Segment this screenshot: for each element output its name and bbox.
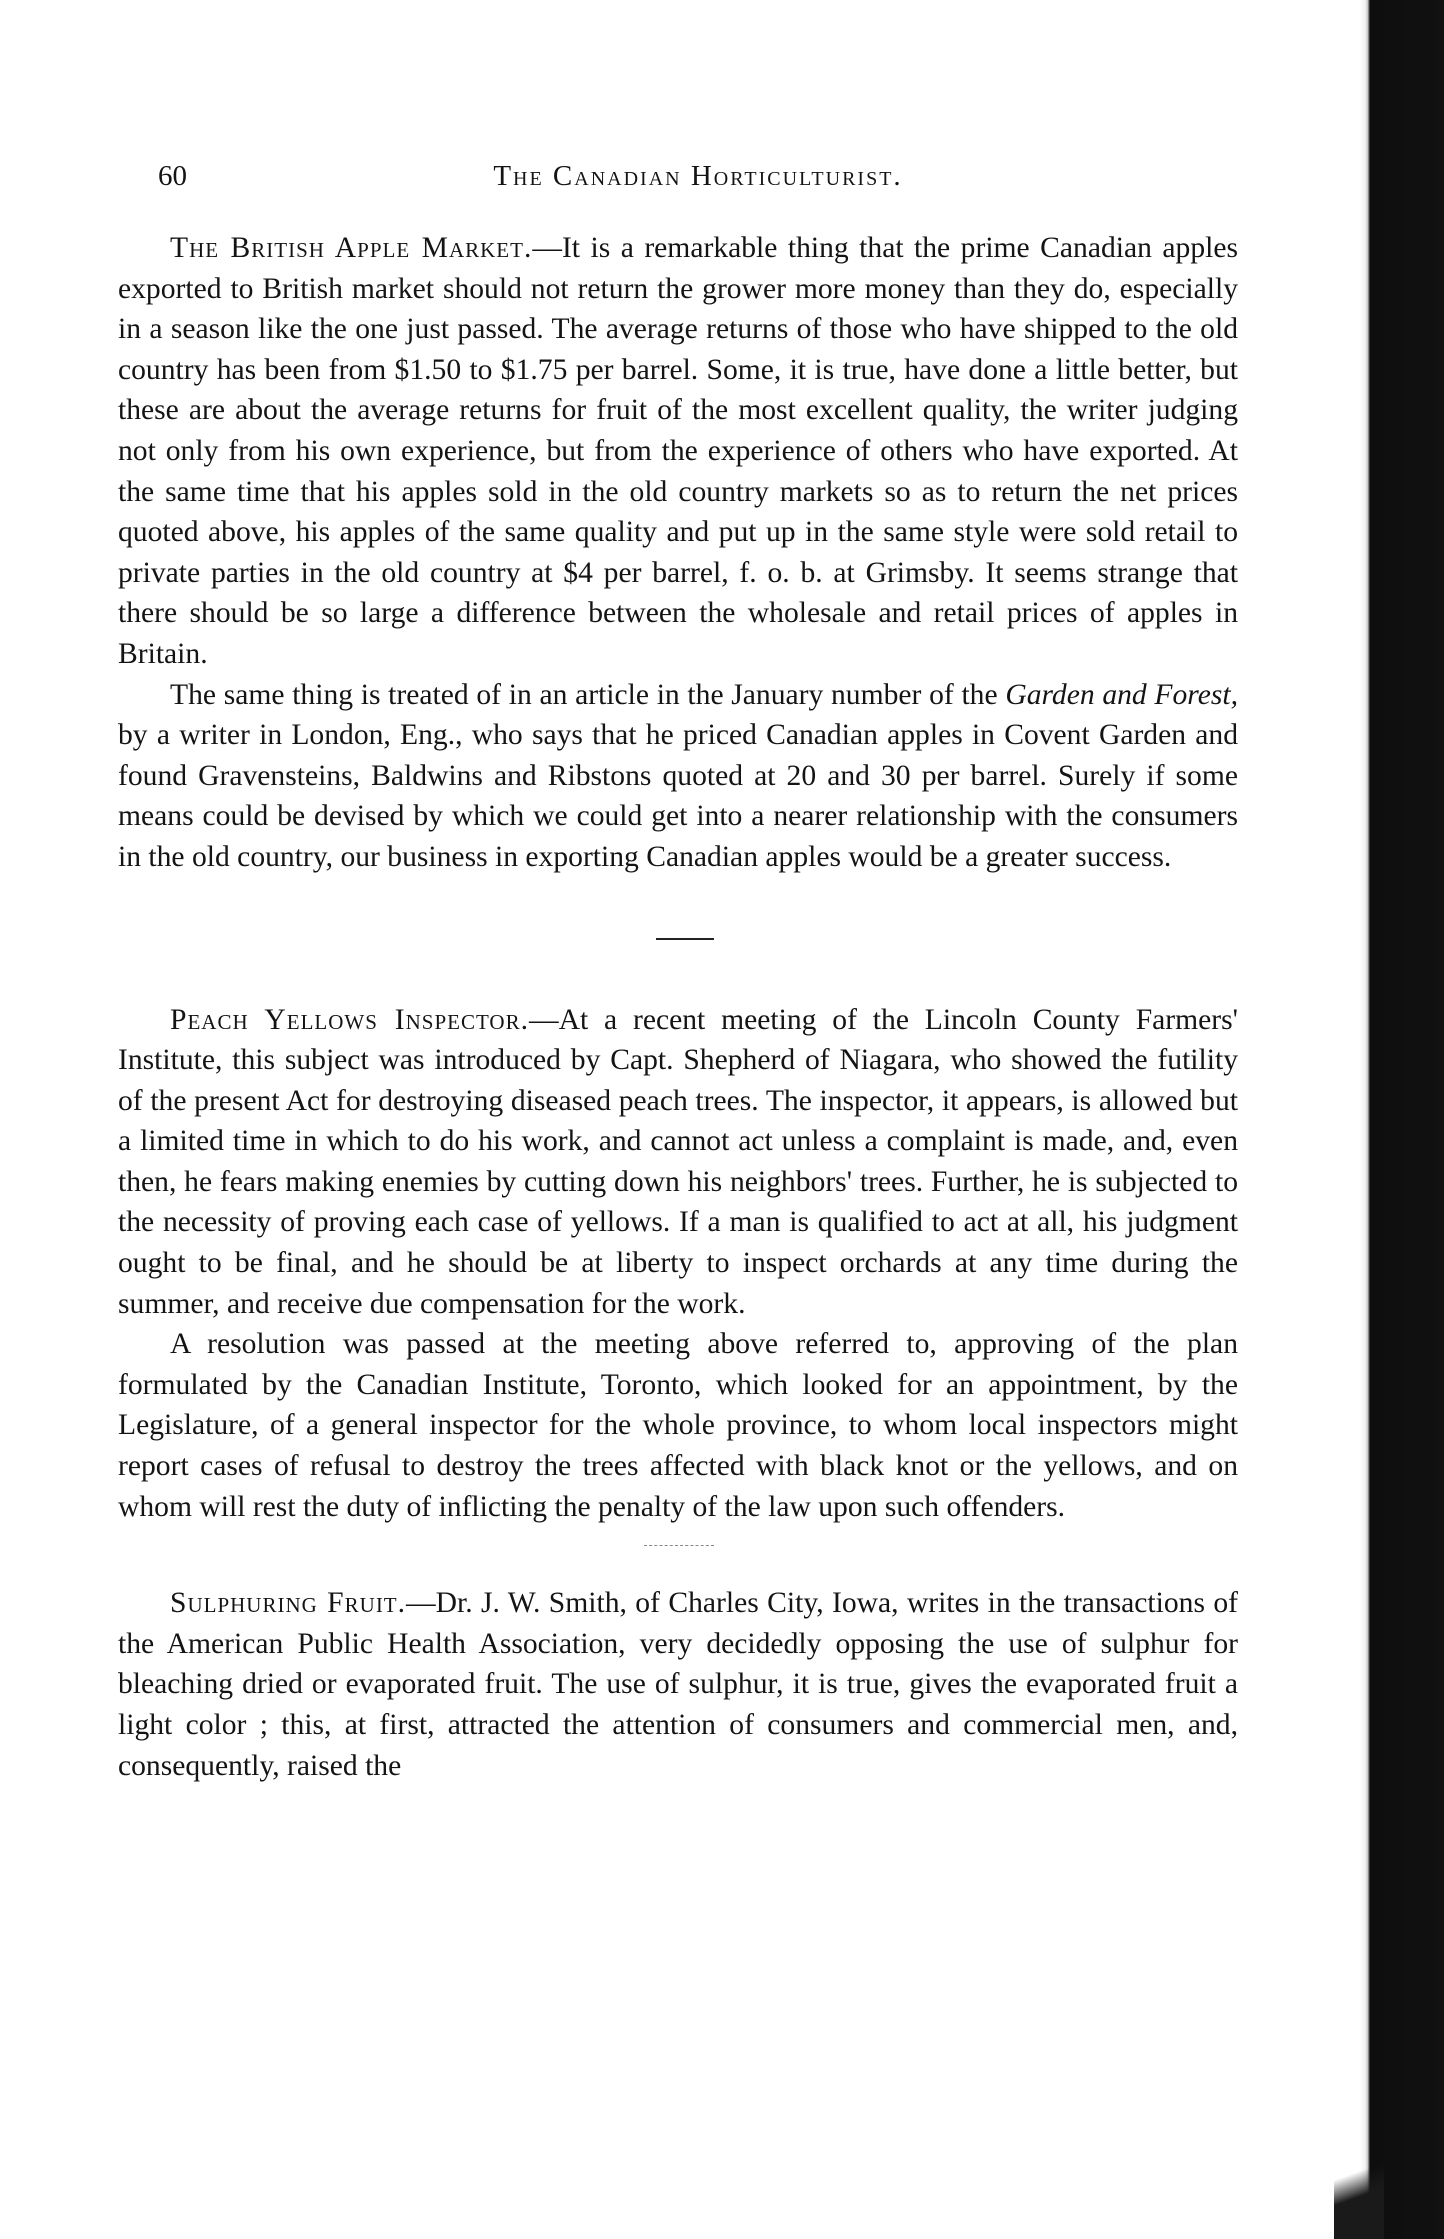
section-heading-peach-yellows: Peach Yellows Inspector. [170,1003,529,1036]
section-heading-apple-market: The British Apple Market. [170,232,533,264]
text-column [118,228,1238,1786]
running-title: The Canadian Horticulturist. [493,160,903,192]
section-heading-sulphuring-fruit: Sulphuring Fruit. [170,1587,407,1620]
page-header [158,160,1238,200]
page-number: 60 [158,160,187,192]
garden-forest-text-b: by a writer in London, Eng., who says that he priced Canadian apples in Covent Garden and found Gravensteins, Baldwins and Ribstons quoted at 20 and 30 per barrel. Surely if some means could be devised by which we could get into a nearer relationship with the consumers in the old country, our business in exporting Canadian apples would be a greater success. [118,719,1238,873]
paragraph-resolution: A resolution was passed at the meeting above referred to, approving of the plan formulated by the Canadian Institute, Toronto, which looked for an appointment, by the Legislature, of a general inspector for the whole province, to whom local inspectors might report cases of refusal to destroy the trees affected with black knot or the yellows, and on whom will rest the duty of inflicting the penalty of the law upon such offenders. [118,1328,1238,1523]
paragraph-peach-yellows [118,1000,1238,1325]
peach-yellows-text: —At a recent meeting of the Lincoln County Farmers' Institute, this subject was introduced by Capt. Shepherd of Niagara, who showed the futility of the present Act for destroying diseased peach trees. The inspector, it appears, is allowed but a limited time in which to do his work, and cannot act unless a complaint is made, and, even then, he fears making enemies by cutting down his neighbors' trees. Further, he is subjected to the necessity of proving each case of yellows. If a man is qualified to act at all, his judgment ought to be final, and he should be at liberty to inspect orchards at any time during the summer, and receive due compensation for the work. [118,1003,1238,1320]
section-divider-2 [118,1527,1238,1583]
paragraph-apple-market [118,228,1238,675]
divider-rule-faint [644,1545,714,1546]
divider-rule [656,938,714,940]
section-divider-1 [118,918,1238,1000]
apple-market-text: —It is a remarkable thing that the prime Canadian apples exported to British market should not return the grower more money than they do, especially in a season like the one just passed. The average returns of those who have shipped to the old country has been from $1.50 to $1.75 per barrel. Some, it is true, have done a little better, but these are about the average returns for fruit of the most excellent quality, the writer judging not only from his own experience, but from the experience of others who have exported. At the same time that his apples sold in the old country markets so as to return the net prices quoted above, his apples of the same quality and put up in the same style were sold retail to private parties in the old country at $4 per barrel, f. o. b. at Grimsby. It seems strange that there should be so large a difference between the wholesale and retail prices of apples in Britain. [118,232,1238,670]
sulphuring-fruit-text: —Dr. J. W. Smith, of Charles City, Iowa, writes in the transactions of the American Public Health Association, very decidedly opposing the use of sulphur for bleaching dried or evaporated fruit. The use of sulphur, it is true, gives the evaporated fruit a light color ; this, at first, attracted the attention of consumers and commercial men, and, consequently, raised the [118,1587,1239,1782]
page-binding-edge-foot [1334,2129,1384,2239]
paragraph-garden-and-forest [118,675,1238,878]
page-binding-edge [1360,0,1444,2239]
paragraph-sulphuring-fruit [118,1583,1238,1786]
garden-forest-text-a: The same thing is treated of in an article in the January number of the [170,678,1006,711]
journal-title: Garden and Forest, [1005,678,1238,711]
